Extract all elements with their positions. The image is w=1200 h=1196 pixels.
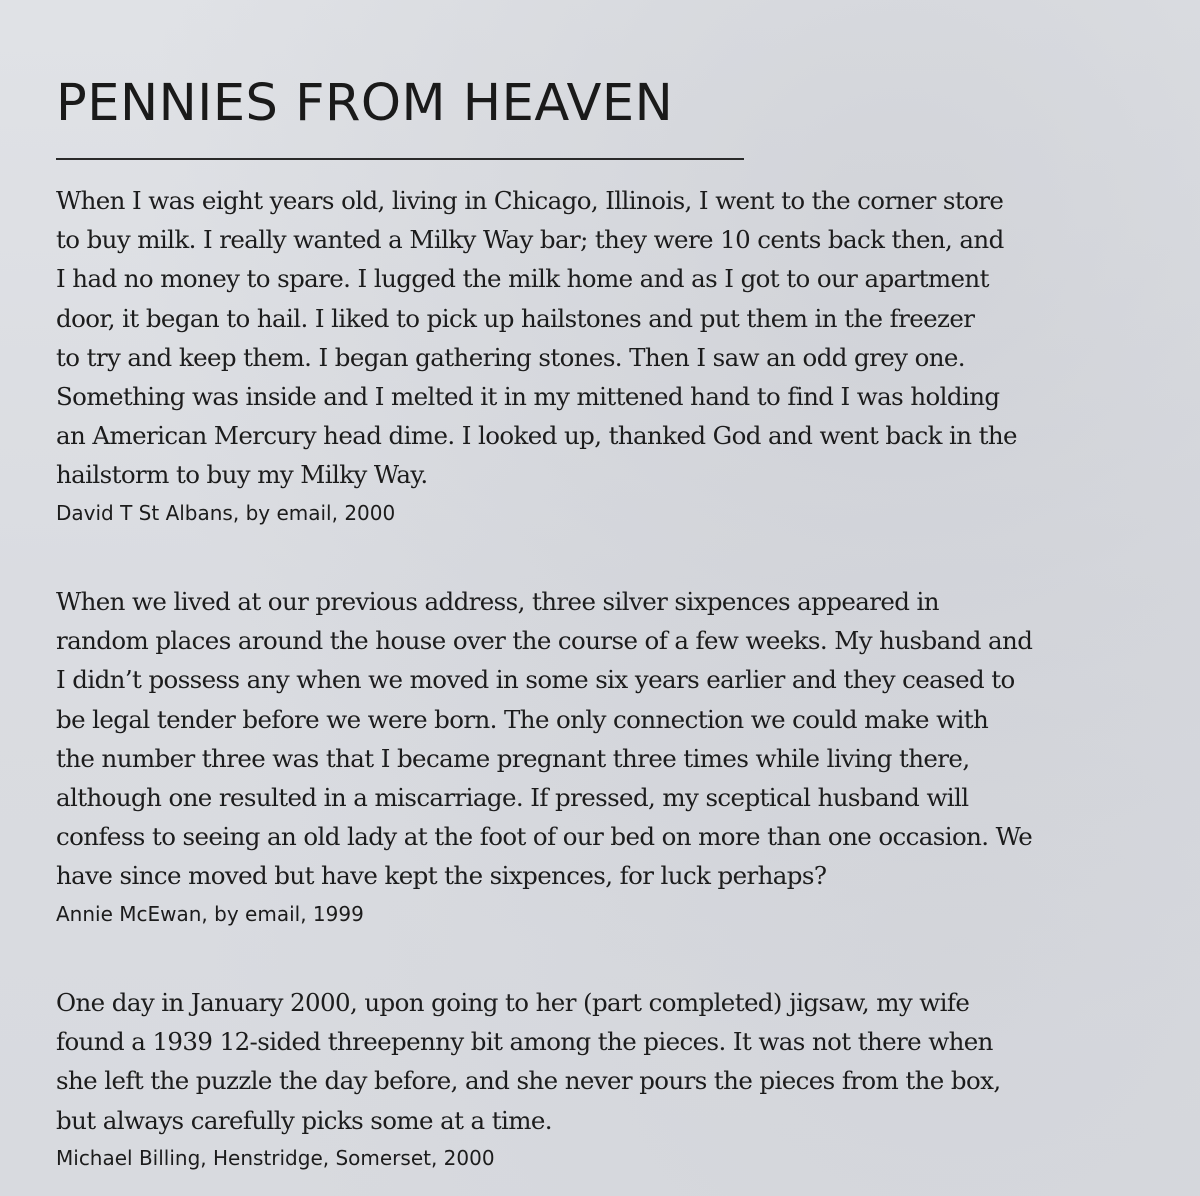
letter-text: When we lived at our previous address, three silver sixpences appeared in random places around the house over the course of a few weeks. My husband and I didn’t possess any when we moved in some six years earlier and they ceased to be legal tender before we were born. The only connection we could make with the number three was that I became pregnant three times while living there, although one resulted in a miscarriage. If pressed, my sceptical husband will confess to seeing an old lady at the foot of our bed on more than one occasion. We have since moved but have kept the sixpences, for luck perhaps? <box>56 587 1033 891</box>
letter-text: One day in January 2000, upon going to her (part completed) jigsaw, my wife found a 1939 12-sided threepenny bit among the pieces. It was not there when she left the puzzle the day before, and she never pours the pieces from the box, but always carefully picks some at a time. <box>56 988 1001 1135</box>
letter-credit: Michael Billing, Henstridge, Somerset, 2000 <box>56 1145 495 1170</box>
letter-text: When I was eight years old, living in Chicago, Illinois, I went to the corner store to buy milk. I really wanted a Milky Way bar; they were 10 cents back then, and I had no money to spare. I lugged the milk home and as I got to our apartment door, it began to hail. I liked to pick up hailstones and put them in the freezer to try and keep them. I began gathering stones. Then I saw an odd grey one. Something was inside and I melted it in my mittened hand to find I was holding an American Mercury head dime. I looked up, thanked God and went back in the hailstorm to buy my Milky Way. <box>56 186 1017 490</box>
letter-entry <box>56 582 1146 928</box>
letter-entry <box>56 181 1146 527</box>
letter-entry <box>56 983 1146 1172</box>
article-title: PENNIES FROM HEAVEN <box>56 74 674 133</box>
title-underline <box>56 158 744 160</box>
letter-credit: Annie McEwan, by email, 1999 <box>56 901 364 926</box>
letter-credit: David T St Albans, by email, 2000 <box>56 500 396 525</box>
